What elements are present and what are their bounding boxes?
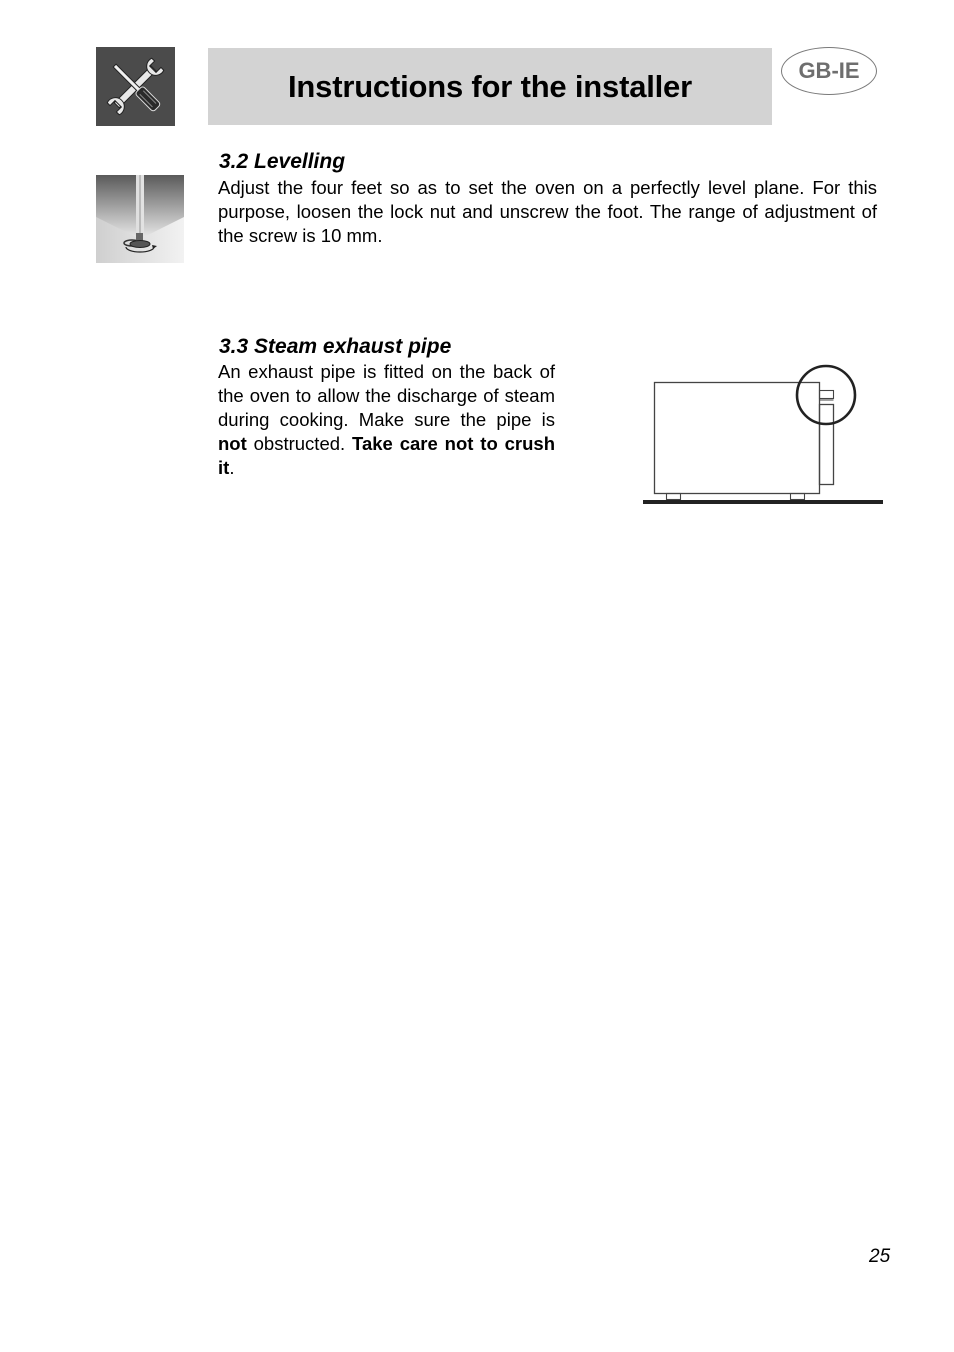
exhaust-pipe-outlet xyxy=(820,391,834,399)
wrench-screwdriver-icon xyxy=(96,47,175,126)
oven-foot-left xyxy=(667,494,681,500)
levelling-foot-icon xyxy=(96,175,184,263)
levelling-paragraph: Adjust the four feet so as to set the oven on a perfectly level plane. For this purpose, loosen the lock nut and unscrew the foot. The range of adjustment of the screw is 10 mm. xyxy=(218,177,877,246)
exhaust-highlight-circle xyxy=(797,366,855,424)
steam-exhaust-text-1: An exhaust pipe is fitted on the back of the oven to allow the discharge of steam during cooking. Make sure the pipe is xyxy=(218,361,555,430)
steam-exhaust-warning: Take care not to crush it xyxy=(218,433,555,478)
oven-body xyxy=(655,383,820,494)
region-badge: GB-IE xyxy=(781,47,877,95)
steam-exhaust-text-2: obstructed. xyxy=(246,433,353,454)
title-banner xyxy=(208,48,772,125)
page-title: Instructions for the installer xyxy=(288,68,692,104)
page-number: 25 xyxy=(869,1246,891,1267)
oven-exhaust-pipe-diagram xyxy=(640,360,886,510)
oven-foot-right xyxy=(791,494,805,500)
section-heading-steam-exhaust: 3.3 Steam exhaust pipe xyxy=(219,335,452,358)
steam-exhaust-paragraph xyxy=(218,360,555,480)
exhaust-pipe xyxy=(820,405,834,485)
section-heading-levelling: 3.2 Levelling xyxy=(219,150,346,173)
steam-exhaust-emphasis-not: not xyxy=(218,433,247,454)
steam-exhaust-text-3: . xyxy=(229,457,235,478)
